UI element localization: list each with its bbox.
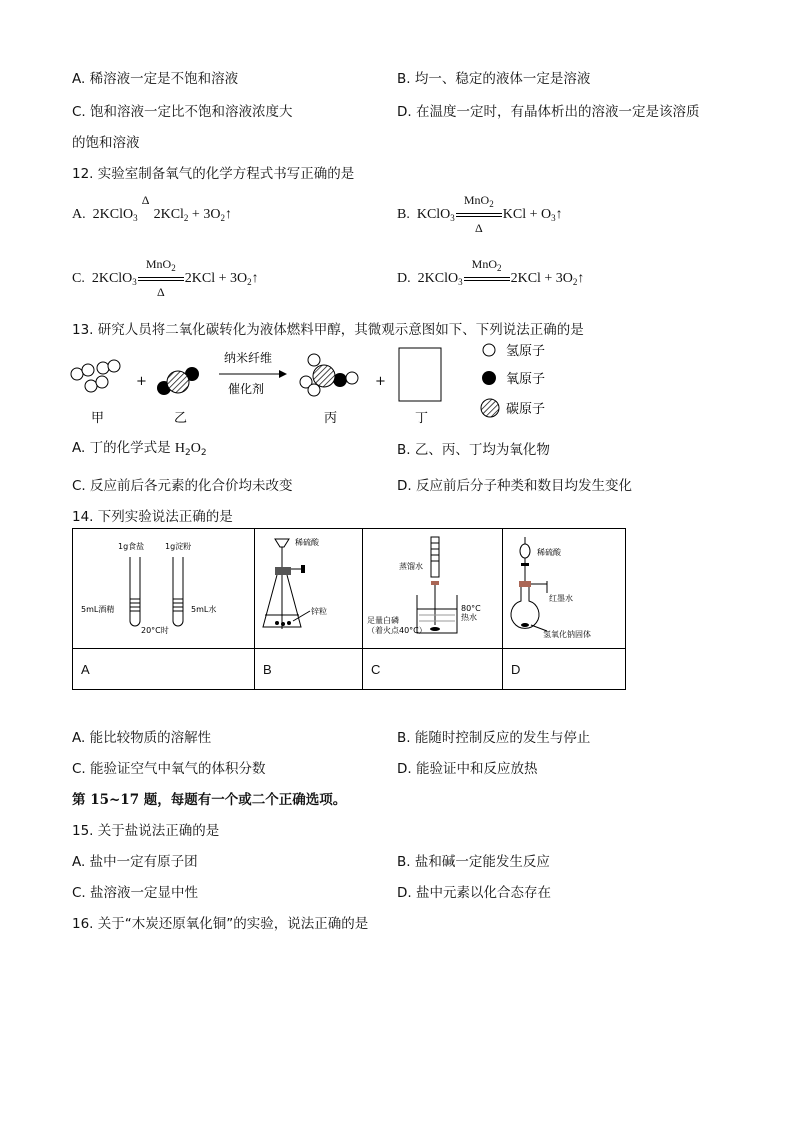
q13-option-c: C. 反应前后各元素的化合价均未改变 [72, 478, 293, 494]
hot-water-label: 热水 [461, 613, 477, 622]
experiment-label-c: C [363, 649, 503, 690]
plus-sign: + [136, 374, 147, 389]
reactant: 2KClO [92, 207, 134, 222]
option-label: D. [397, 271, 411, 286]
experiment-d-figure [503, 529, 626, 649]
label-ding: 丁 [415, 411, 429, 426]
option-label: B. [397, 207, 410, 222]
q13-option-a: A. 丁的化学式是 $H_2O_2$ [72, 440, 207, 458]
experiment-label-d: D [503, 649, 626, 690]
gas-arrow: ↑ [555, 207, 563, 222]
acid-label: 稀硫酸 [537, 548, 561, 557]
co2-molecule [157, 367, 199, 395]
salt-label: 1g食盐 [118, 542, 145, 551]
q12-option-b: B. KClO$_3$ MnO$_2$ Δ KCl + $O_3↑$ [397, 192, 563, 235]
test-tube-b [173, 557, 183, 626]
label-jia: 甲 [91, 411, 105, 426]
experiment-label-b: B [255, 649, 363, 690]
experiment-table [72, 528, 626, 690]
reaction-condition: MnO$_2$ [464, 272, 510, 286]
unknown-box [399, 348, 441, 401]
reaction-condition: MnO$_2$ Δ [138, 272, 184, 286]
gas-arrow: ↑ [251, 271, 259, 286]
q12-option-a: A. 2KClO$_3$ Δ $2KCl_2 + 3O_2↑$ [72, 192, 232, 223]
red-ink-label: 红墨水 [549, 594, 573, 603]
q13-stem: 13. 研究人员将二氧化碳转化为液体燃料甲醇，其微观示意图如下、下列说法正确的是 [72, 322, 584, 338]
ignition-point-label: （着火点40°C） [367, 626, 427, 635]
label-bing: 丙 [324, 411, 338, 426]
temperature-label: 20°C时 [141, 626, 169, 635]
experiment-b-figure [255, 529, 363, 649]
plus-sign-2: + [375, 374, 386, 389]
q15-stem: 15. 关于盐说法正确的是 [72, 823, 220, 839]
q11-option-b: B. 均一、稳定的液体一定是溶液 [397, 71, 591, 87]
hydrogen-molecules [71, 360, 120, 392]
q11-option-d-continued: 的饱和溶液 [72, 135, 140, 151]
label-yi: 乙 [174, 411, 188, 426]
q13-option-b: B. 乙、丙、丁均为氧化物 [397, 442, 550, 458]
gas-arrow: ↑ [577, 271, 585, 286]
q12-option-d: D. 2KClO$_3$ MnO$_2$ $2KCl + 3O_2↑$ [397, 256, 585, 287]
gas-arrow: ↑ [224, 207, 232, 222]
q14-option-c: C. 能验证空气中氧气的体积分数 [72, 761, 266, 777]
q13-option-d: D. 反应前后分子种类和数目均发生变化 [397, 478, 632, 494]
option-label: C. [72, 271, 85, 286]
q14-option-a: A. 能比较物质的溶解性 [72, 730, 212, 746]
q14-option-b: B. 能随时控制反应的发生与停止 [397, 730, 591, 746]
q15-option-b: B. 盐和碱一定能发生反应 [397, 854, 550, 870]
arrow-bottom-text: 催化剂 [228, 382, 265, 396]
legend-carbon-icon [481, 399, 499, 417]
round-flask [511, 587, 539, 628]
section-heading: 第 15~17 题，每题有一个或二个正确选项。 [72, 792, 347, 808]
legend-oxygen-icon [482, 371, 496, 385]
reaction-condition: Δ [141, 192, 150, 207]
q14-stem: 14. 下列实验说法正确的是 [72, 509, 233, 525]
starch-label: 1g淀粉 [165, 542, 192, 551]
experiment-a-figure [73, 529, 255, 649]
funnel [275, 539, 289, 547]
legend-oxygen: 氧原子 [506, 372, 546, 387]
q15-option-a: A. 盐中一定有原子团 [72, 854, 198, 870]
molecule-diagram [66, 338, 566, 430]
q15-option-d: D. 盐中元素以化合态存在 [397, 885, 551, 901]
hot-temp-label: 80°C [461, 604, 481, 613]
q14-option-d: D. 能验证中和反应放热 [397, 761, 538, 777]
legend-hydrogen-icon [483, 344, 495, 356]
q11-option-a: A. 稀溶液一定是不饱和溶液 [72, 71, 239, 87]
legend-carbon: 碳原子 [506, 402, 546, 417]
methanol-molecule [300, 354, 358, 396]
separatory-funnel [520, 544, 530, 558]
alcohol-label: 5mL酒精 [81, 605, 115, 614]
test-tube-a [130, 557, 140, 626]
distilled-water-label: 蒸馏水 [399, 562, 423, 571]
q11-option-c: C. 饱和溶液一定比不饱和溶液浓度大 [72, 104, 293, 120]
arrow-top-text: 纳米纤维 [224, 351, 273, 365]
acid-label: 稀硫酸 [295, 538, 319, 547]
legend-hydrogen: 氢原子 [506, 344, 546, 359]
reaction-condition: MnO$_2$ Δ [456, 208, 502, 222]
option-label: A. [72, 207, 86, 222]
q15-option-c: C. 盐溶液一定显中性 [72, 885, 199, 901]
q12-stem: 12. 实验室制备氧气的化学方程式书写正确的是 [72, 166, 355, 182]
q16-stem: 16. 关于“木炭还原氧化铜”的实验，说法正确的是 [72, 916, 369, 932]
experiment-c-figure [363, 529, 503, 649]
water-label: 5mL水 [191, 605, 217, 614]
q11-option-d: D. 在温度一定时，有晶体析出的溶液一定是该溶质 [397, 104, 700, 120]
naoh-label: 氢氧化钠固体 [543, 630, 591, 639]
zinc-label: 锌粒 [311, 607, 327, 616]
q12-option-c: C. 2KClO$_3$ MnO$_2$ Δ $2KCl + 3O_2↑$ [72, 256, 259, 299]
experiment-label-a: A [73, 649, 255, 690]
phosphorus-label: 足量白磷 [367, 616, 399, 625]
